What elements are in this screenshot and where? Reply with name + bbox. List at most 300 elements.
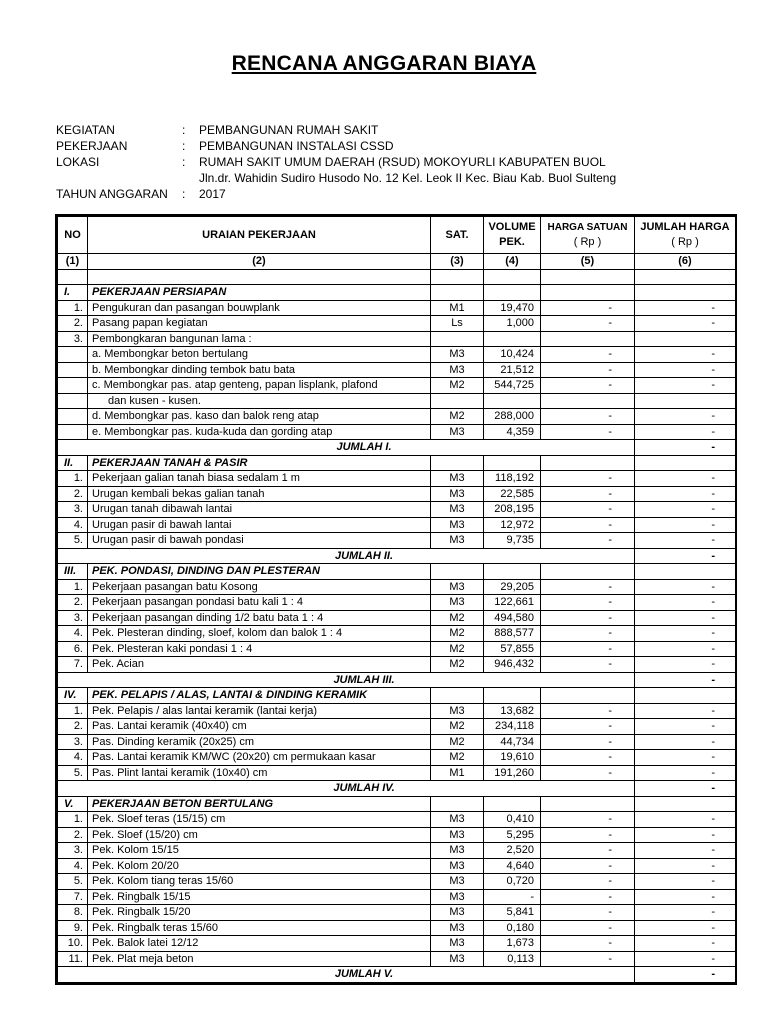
item-total-price: - xyxy=(635,626,736,642)
empty-cell xyxy=(484,285,541,301)
item-volume: - xyxy=(484,889,541,905)
item-volume: 544,725 xyxy=(484,378,541,394)
item-total-price: - xyxy=(635,424,736,440)
empty-cell xyxy=(541,455,635,471)
table-row xyxy=(58,579,736,595)
table-row xyxy=(58,843,736,859)
item-volume: 29,205 xyxy=(484,579,541,595)
item-unit: M2 xyxy=(431,657,484,673)
item-number: 7. xyxy=(58,889,88,905)
item-volume: 12,972 xyxy=(484,517,541,533)
empty-cell xyxy=(541,688,635,704)
item-unit: M2 xyxy=(431,610,484,626)
table-row xyxy=(58,471,736,487)
item-unit: Ls xyxy=(431,316,484,332)
info-label: LOKASI xyxy=(56,155,100,169)
empty-cell xyxy=(635,285,736,301)
empty-cell xyxy=(541,285,635,301)
section-number: IV. xyxy=(58,688,88,704)
empty-cell xyxy=(484,564,541,580)
col-number: (5) xyxy=(541,254,635,270)
table-row xyxy=(58,533,736,549)
item-unit xyxy=(431,331,484,347)
item-total-price: - xyxy=(635,827,736,843)
section-number: III. xyxy=(58,564,88,580)
item-unit: M3 xyxy=(431,347,484,363)
item-volume: 946,432 xyxy=(484,657,541,673)
table-row xyxy=(58,889,736,905)
item-number: 1. xyxy=(58,812,88,828)
section-total-value: - xyxy=(635,548,736,564)
table-row xyxy=(58,378,736,394)
item-unit-price xyxy=(541,331,635,347)
column-number-row xyxy=(58,254,736,270)
item-description: Pek. Plat meja beton xyxy=(88,951,431,967)
table-row xyxy=(58,393,736,409)
item-description: Pas. Plint lantai keramik (10x40) cm xyxy=(88,765,431,781)
table-body xyxy=(58,269,736,982)
empty-cell xyxy=(431,564,484,580)
item-number: 1. xyxy=(58,471,88,487)
item-volume: 1,673 xyxy=(484,936,541,952)
table-row xyxy=(58,517,736,533)
info-colon: : xyxy=(182,123,186,137)
item-unit-price: - xyxy=(541,347,635,363)
item-total-price: - xyxy=(635,734,736,750)
section-title: PEK. PONDASI, DINDING DAN PLESTERAN xyxy=(88,564,431,580)
section-title: PEKERJAAN BETON BERTULANG xyxy=(88,796,431,812)
section-total-row xyxy=(58,781,736,797)
item-description: Pek. Plesteran kaki pondasi 1 : 4 xyxy=(88,641,431,657)
table-row xyxy=(58,300,736,316)
item-number: 7. xyxy=(58,657,88,673)
item-description: Pek. Sloef (15/20) cm xyxy=(88,827,431,843)
item-number: 3. xyxy=(58,843,88,859)
section-total-row xyxy=(58,967,736,983)
item-number xyxy=(58,409,88,425)
header-harga-line1: HARGA SATUAN xyxy=(547,222,628,233)
col-number: (2) xyxy=(88,254,431,270)
item-unit-price: - xyxy=(541,424,635,440)
item-number xyxy=(58,362,88,378)
info-value: Jln.dr. Wahidin Sudiro Husodo No. 12 Kel. Leok II Kec. Biau Kab. Buol Sulteng xyxy=(199,171,617,185)
item-number: 1. xyxy=(58,300,88,316)
item-description: Pekerjaan pasangan batu Kosong xyxy=(88,579,431,595)
item-unit-price: - xyxy=(541,626,635,642)
item-volume: 122,661 xyxy=(484,595,541,611)
item-description: Urugan kembali bekas galian tanah xyxy=(88,486,431,502)
item-unit-price: - xyxy=(541,362,635,378)
item-total-price: - xyxy=(635,750,736,766)
item-number: 5. xyxy=(58,765,88,781)
item-total-price: - xyxy=(635,378,736,394)
item-number: 9. xyxy=(58,920,88,936)
item-unit-price: - xyxy=(541,874,635,890)
item-unit-price: - xyxy=(541,905,635,921)
item-description: Pek. Pelapis / alas lantai keramik (lantai kerja) xyxy=(88,703,431,719)
item-unit-price: - xyxy=(541,936,635,952)
item-number: 5. xyxy=(58,533,88,549)
item-number: 4. xyxy=(58,517,88,533)
empty-cell xyxy=(635,796,736,812)
info-label: PEKERJAAN xyxy=(56,139,128,153)
item-unit-price: - xyxy=(541,812,635,828)
item-number: 3. xyxy=(58,734,88,750)
empty-cell xyxy=(541,269,635,285)
item-volume: 2,520 xyxy=(484,843,541,859)
budget-table xyxy=(57,216,736,983)
section-number: I. xyxy=(58,285,88,301)
section-number: II. xyxy=(58,455,88,471)
empty-cell xyxy=(431,455,484,471)
item-total-price xyxy=(635,331,736,347)
item-unit: M3 xyxy=(431,889,484,905)
item-total-price: - xyxy=(635,703,736,719)
section-total-value: - xyxy=(635,967,736,983)
table-row xyxy=(58,424,736,440)
empty-cell xyxy=(635,688,736,704)
item-unit: M2 xyxy=(431,750,484,766)
col-number: (3) xyxy=(431,254,484,270)
item-description: Pas. Lantai keramik (40x40) cm xyxy=(88,719,431,735)
section-total-label: JUMLAH I. xyxy=(58,440,635,456)
item-unit-price: - xyxy=(541,719,635,735)
item-total-price: - xyxy=(635,471,736,487)
item-unit-price: - xyxy=(541,409,635,425)
item-total-price xyxy=(635,393,736,409)
header-jumlah-line2: ( Rp ) xyxy=(671,236,699,248)
info-value: 2017 xyxy=(199,187,226,201)
item-volume: 19,470 xyxy=(484,300,541,316)
header-no: NO xyxy=(58,217,88,254)
item-description: Pek. Ringbalk 15/20 xyxy=(88,905,431,921)
info-label: TAHUN ANGGARAN xyxy=(56,187,168,201)
col-number: (4) xyxy=(484,254,541,270)
item-unit-price: - xyxy=(541,300,635,316)
header-volume xyxy=(484,217,541,254)
item-number xyxy=(58,347,88,363)
item-description: Pek. Sloef teras (15/15) cm xyxy=(88,812,431,828)
item-unit-price: - xyxy=(541,858,635,874)
item-description: Pasang papan kegiatan xyxy=(88,316,431,332)
table-row xyxy=(58,486,736,502)
item-unit-price xyxy=(541,393,635,409)
table-row xyxy=(58,951,736,967)
item-volume: 44,734 xyxy=(484,734,541,750)
empty-cell xyxy=(541,564,635,580)
table-row xyxy=(58,812,736,828)
item-unit-price: - xyxy=(541,843,635,859)
info-label: KEGIATAN xyxy=(56,123,115,137)
item-total-price: - xyxy=(635,347,736,363)
item-number: 11. xyxy=(58,951,88,967)
item-unit: M2 xyxy=(431,719,484,735)
item-unit-price: - xyxy=(541,889,635,905)
table-row xyxy=(58,703,736,719)
item-number: 2. xyxy=(58,595,88,611)
item-description: d. Membongkar pas. kaso dan balok reng atap xyxy=(88,409,431,425)
table-row xyxy=(58,502,736,518)
item-unit-price: - xyxy=(541,703,635,719)
item-description: Pek. Kolom 15/15 xyxy=(88,843,431,859)
header-jumlah xyxy=(635,217,736,254)
item-volume: 191,260 xyxy=(484,765,541,781)
table-row xyxy=(58,331,736,347)
item-volume: 0,720 xyxy=(484,874,541,890)
table-row xyxy=(58,626,736,642)
info-value: RUMAH SAKIT UMUM DAERAH (RSUD) MOKOYURLI KABUPATEN BUOL xyxy=(199,155,606,169)
item-total-price: - xyxy=(635,533,736,549)
item-total-price: - xyxy=(635,641,736,657)
empty-cell xyxy=(541,796,635,812)
empty-cell xyxy=(635,269,736,285)
item-unit-price: - xyxy=(541,951,635,967)
item-total-price: - xyxy=(635,517,736,533)
item-total-price: - xyxy=(635,874,736,890)
item-unit: M3 xyxy=(431,858,484,874)
table-row xyxy=(58,920,736,936)
item-unit: M3 xyxy=(431,362,484,378)
item-volume: 22,585 xyxy=(484,486,541,502)
empty-cell xyxy=(431,796,484,812)
header-jumlah-line1: JUMLAH HARGA xyxy=(640,221,730,233)
item-volume: 9,735 xyxy=(484,533,541,549)
section-header-row xyxy=(58,455,736,471)
header-volume-line1: VOLUME xyxy=(488,221,536,233)
col-number: (6) xyxy=(635,254,736,270)
info-row xyxy=(56,186,616,202)
spacer-row xyxy=(58,269,736,285)
section-total-label: JUMLAH IV. xyxy=(58,781,635,797)
item-total-price: - xyxy=(635,765,736,781)
item-description: Pek. Ringbalk teras 15/60 xyxy=(88,920,431,936)
item-unit: M3 xyxy=(431,951,484,967)
section-total-value: - xyxy=(635,440,736,456)
section-total-label: JUMLAH II. xyxy=(58,548,635,564)
item-total-price: - xyxy=(635,843,736,859)
table-row xyxy=(58,409,736,425)
item-unit: M3 xyxy=(431,502,484,518)
item-unit: M3 xyxy=(431,703,484,719)
item-description: Urugan pasir di bawah lantai xyxy=(88,517,431,533)
header-harga xyxy=(541,217,635,254)
item-unit-price: - xyxy=(541,486,635,502)
item-unit: M3 xyxy=(431,827,484,843)
item-total-price: - xyxy=(635,905,736,921)
item-unit-price: - xyxy=(541,316,635,332)
item-description: Pek. Plesteran dinding, sloef, kolom dan balok 1 : 4 xyxy=(88,626,431,642)
item-unit-price: - xyxy=(541,595,635,611)
item-volume: 888,577 xyxy=(484,626,541,642)
item-unit-price: - xyxy=(541,641,635,657)
item-volume: 0,410 xyxy=(484,812,541,828)
item-description: Pek. Kolom 20/20 xyxy=(88,858,431,874)
section-header-row xyxy=(58,564,736,580)
item-description: a. Membongkar beton bertulang xyxy=(88,347,431,363)
item-description: Pek. Balok latei 12/12 xyxy=(88,936,431,952)
item-description: Pekerjaan pasangan pondasi batu kali 1 : 4 xyxy=(88,595,431,611)
item-total-price: - xyxy=(635,316,736,332)
table-row xyxy=(58,936,736,952)
empty-cell xyxy=(484,269,541,285)
item-total-price: - xyxy=(635,812,736,828)
item-unit-price: - xyxy=(541,657,635,673)
item-volume: 5,841 xyxy=(484,905,541,921)
item-volume: 234,118 xyxy=(484,719,541,735)
item-description: e. Membongkar pas. kuda-kuda dan gording atap xyxy=(88,424,431,440)
item-volume: 13,682 xyxy=(484,703,541,719)
item-total-price: - xyxy=(635,300,736,316)
item-description: Pekerjaan pasangan dinding 1/2 batu bata 1 : 4 xyxy=(88,610,431,626)
item-total-price: - xyxy=(635,595,736,611)
item-total-price: - xyxy=(635,657,736,673)
info-colon: : xyxy=(182,139,186,153)
item-unit xyxy=(431,393,484,409)
item-number: 2. xyxy=(58,827,88,843)
table-row xyxy=(58,347,736,363)
item-unit: M2 xyxy=(431,641,484,657)
empty-cell xyxy=(431,285,484,301)
item-unit-price: - xyxy=(541,765,635,781)
item-unit-price: - xyxy=(541,517,635,533)
header-sat: SAT. xyxy=(431,217,484,254)
item-number: 1. xyxy=(58,703,88,719)
empty-cell xyxy=(484,455,541,471)
item-number: 2. xyxy=(58,316,88,332)
item-number: 1. xyxy=(58,579,88,595)
item-unit: M2 xyxy=(431,626,484,642)
item-description: Urugan pasir di bawah pondasi xyxy=(88,533,431,549)
item-unit-price: - xyxy=(541,734,635,750)
section-title: PEKERJAAN PERSIAPAN xyxy=(88,285,431,301)
item-volume: 208,195 xyxy=(484,502,541,518)
item-unit: M3 xyxy=(431,424,484,440)
item-unit-price: - xyxy=(541,827,635,843)
info-row xyxy=(56,170,616,186)
table-row xyxy=(58,610,736,626)
item-volume: 4,359 xyxy=(484,424,541,440)
item-number: 6. xyxy=(58,641,88,657)
section-title: PEKERJAAN TANAH & PASIR xyxy=(88,455,431,471)
section-total-row xyxy=(58,440,736,456)
item-unit: M3 xyxy=(431,533,484,549)
section-header-row xyxy=(58,688,736,704)
item-unit: M1 xyxy=(431,300,484,316)
table-row xyxy=(58,734,736,750)
item-unit: M3 xyxy=(431,905,484,921)
item-total-price: - xyxy=(635,920,736,936)
item-unit: M3 xyxy=(431,595,484,611)
item-number: 4. xyxy=(58,858,88,874)
table-row xyxy=(58,362,736,378)
item-total-price: - xyxy=(635,362,736,378)
item-description: Pek. Kolom tiang teras 15/60 xyxy=(88,874,431,890)
item-volume: 118,192 xyxy=(484,471,541,487)
item-description: Pekerjaan galian tanah biasa sedalam 1 m xyxy=(88,471,431,487)
item-number: 3. xyxy=(58,331,88,347)
item-unit: M2 xyxy=(431,734,484,750)
item-unit: M1 xyxy=(431,765,484,781)
item-unit: M3 xyxy=(431,936,484,952)
info-row xyxy=(56,154,616,170)
item-description: Pembongkaran bangunan lama : xyxy=(88,331,431,347)
empty-cell xyxy=(431,269,484,285)
item-unit: M3 xyxy=(431,486,484,502)
item-volume: 0,180 xyxy=(484,920,541,936)
section-total-label: JUMLAH V. xyxy=(58,967,635,983)
item-unit: M2 xyxy=(431,409,484,425)
item-unit: M2 xyxy=(431,378,484,394)
table-row xyxy=(58,316,736,332)
section-total-row xyxy=(58,548,736,564)
item-volume: 1,000 xyxy=(484,316,541,332)
table-row xyxy=(58,827,736,843)
item-number: 4. xyxy=(58,750,88,766)
item-number: 3. xyxy=(58,502,88,518)
section-total-row xyxy=(58,672,736,688)
item-volume: 21,512 xyxy=(484,362,541,378)
header-volume-line2: PEK. xyxy=(499,236,525,248)
item-total-price: - xyxy=(635,502,736,518)
item-volume: 494,580 xyxy=(484,610,541,626)
item-total-price: - xyxy=(635,936,736,952)
item-number: 2. xyxy=(58,486,88,502)
item-total-price: - xyxy=(635,409,736,425)
table-row xyxy=(58,657,736,673)
empty-cell xyxy=(635,564,736,580)
table-row xyxy=(58,858,736,874)
item-description: Pengukuran dan pasangan bouwplank xyxy=(88,300,431,316)
section-total-value: - xyxy=(635,672,736,688)
item-total-price: - xyxy=(635,858,736,874)
table-row xyxy=(58,719,736,735)
item-unit-price: - xyxy=(541,471,635,487)
item-unit: M3 xyxy=(431,517,484,533)
item-number: 10. xyxy=(58,936,88,952)
item-total-price: - xyxy=(635,610,736,626)
col-number: (1) xyxy=(58,254,88,270)
item-total-price: - xyxy=(635,579,736,595)
item-volume xyxy=(484,393,541,409)
empty-cell xyxy=(58,269,88,285)
item-total-price: - xyxy=(635,889,736,905)
item-description: c. Membongkar pas. atap genteng, papan lisplank, plafond xyxy=(88,378,431,394)
item-unit: M3 xyxy=(431,471,484,487)
item-number: 4. xyxy=(58,626,88,642)
item-description: Pek. Ringbalk 15/15 xyxy=(88,889,431,905)
item-volume: 19,610 xyxy=(484,750,541,766)
item-total-price: - xyxy=(635,719,736,735)
item-unit: M3 xyxy=(431,920,484,936)
item-unit-price: - xyxy=(541,533,635,549)
item-unit-price: - xyxy=(541,579,635,595)
item-description: Pas. Lantai keramik KM/WC (20x20) cm permukaan kasar xyxy=(88,750,431,766)
item-unit-price: - xyxy=(541,502,635,518)
project-info xyxy=(56,122,616,202)
table-row xyxy=(58,905,736,921)
item-number xyxy=(58,378,88,394)
page-title: RENCANA ANGGARAN BIAYA xyxy=(231,52,537,75)
table-header-row xyxy=(58,217,736,254)
item-volume: 10,424 xyxy=(484,347,541,363)
item-description: dan kusen - kusen. xyxy=(88,393,431,409)
item-unit-price: - xyxy=(541,378,635,394)
empty-cell xyxy=(484,796,541,812)
section-header-row xyxy=(58,796,736,812)
item-volume: 4,640 xyxy=(484,858,541,874)
item-description: b. Membongkar dinding tembok batu bata xyxy=(88,362,431,378)
table-row xyxy=(58,641,736,657)
